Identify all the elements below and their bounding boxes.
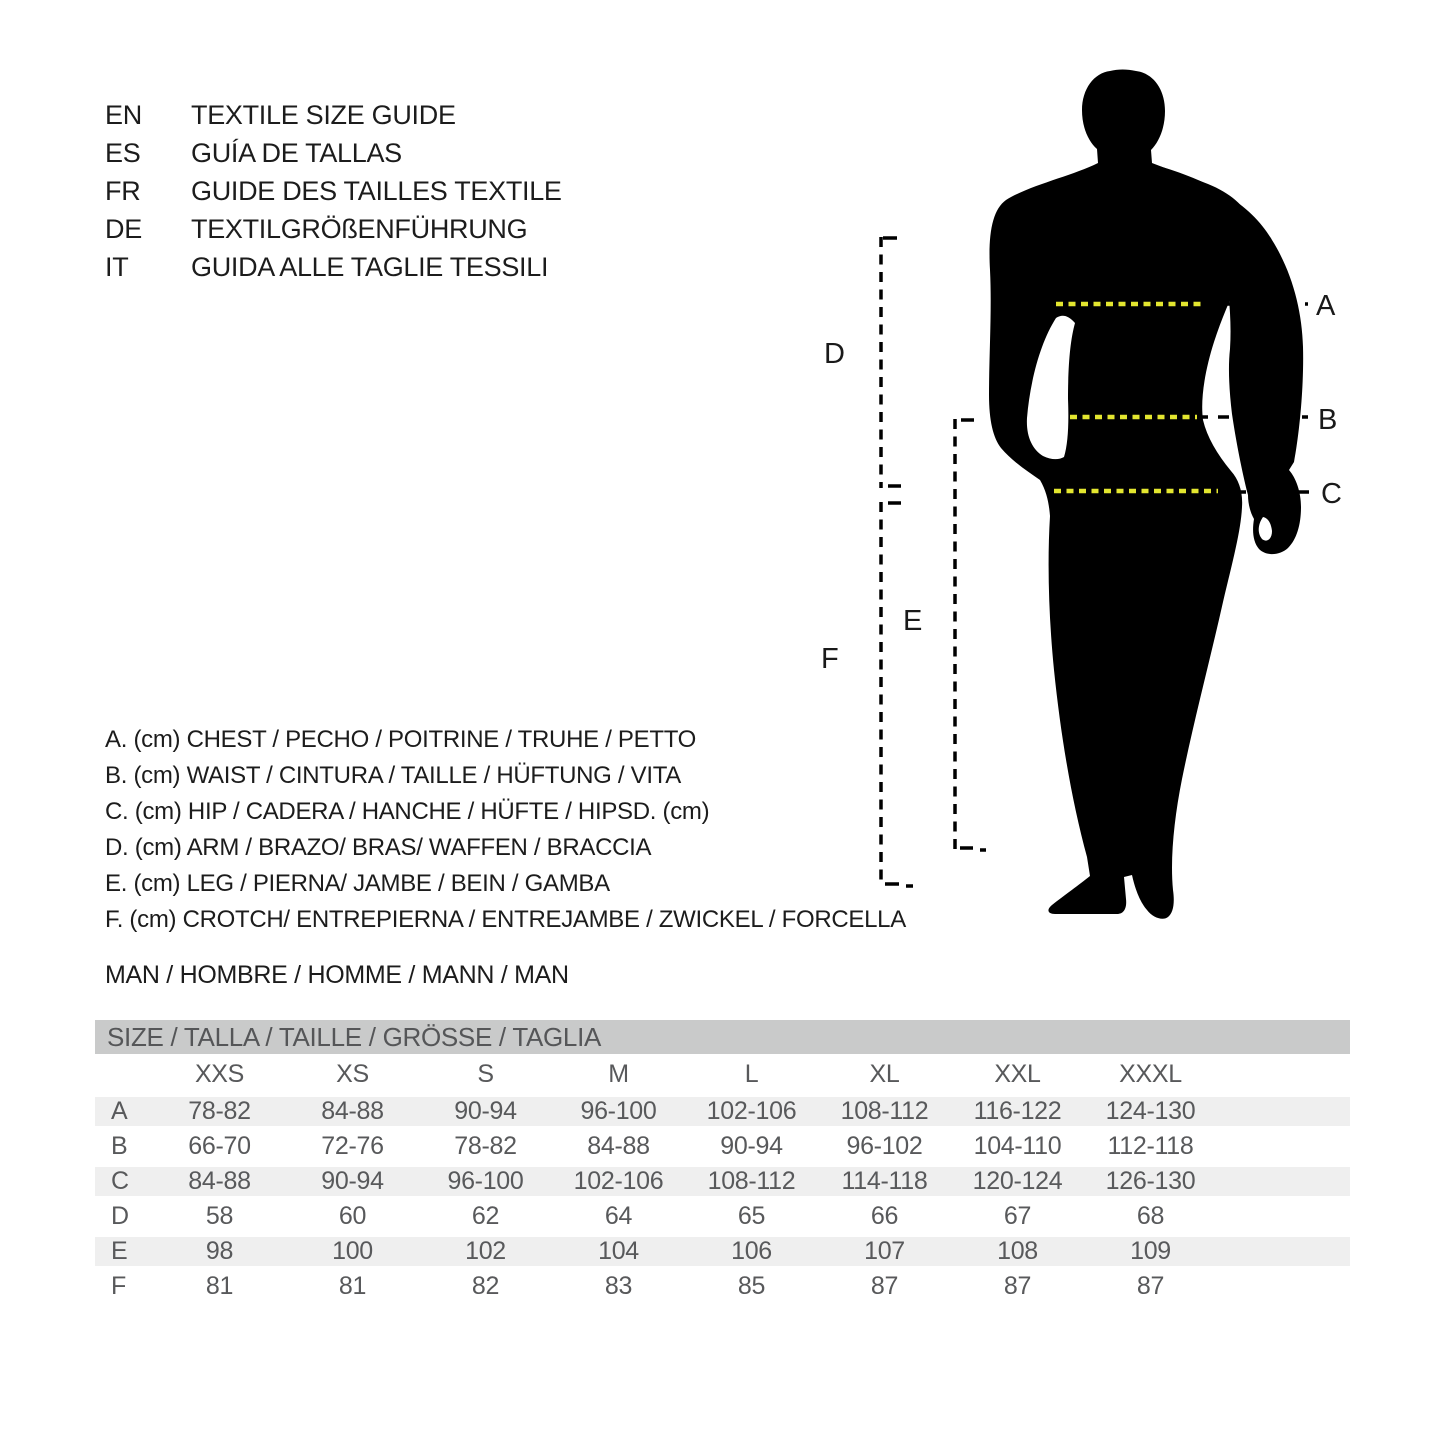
- row-label: D: [111, 1202, 129, 1230]
- table-cell: 81: [338, 1272, 367, 1300]
- language-row-it: [105, 248, 562, 286]
- size-header-row: [95, 1054, 1350, 1094]
- size-column-header: XXS: [194, 1059, 245, 1088]
- table-cell: 84-88: [321, 1097, 384, 1125]
- language-title: GUIDA ALLE TAGLIE TESSILI: [191, 252, 549, 282]
- table-cell: 96-100: [580, 1097, 657, 1125]
- language-code: ES: [105, 138, 141, 168]
- language-title: TEXTILE SIZE GUIDE: [191, 100, 456, 130]
- table-cell: 114-118: [841, 1167, 928, 1195]
- man-right-arm-shape: [1155, 165, 1303, 554]
- table-row: [95, 1199, 1350, 1234]
- table-cell: 82: [471, 1272, 500, 1300]
- table-cell: 120-124: [972, 1167, 1063, 1195]
- table-cell: 104: [598, 1237, 639, 1265]
- table-cell: 124-130: [1105, 1097, 1196, 1125]
- language-code: EN: [105, 100, 142, 130]
- size-column-header: XXXL: [1119, 1059, 1182, 1088]
- table-cell: 102-106: [573, 1167, 664, 1195]
- figure-label-b: B: [1318, 404, 1338, 436]
- table-cell: 98: [205, 1237, 234, 1265]
- table-cell: 107: [864, 1237, 905, 1265]
- man-body-shape: [989, 70, 1252, 919]
- table-cell: 116-122: [973, 1097, 1062, 1125]
- table-cell: 84-88: [188, 1167, 251, 1195]
- table-cell: 65: [737, 1202, 766, 1230]
- legend-line-e: E. (cm) LEG / PIERNA/ JAMBE / BEIN / GAMBA: [105, 870, 610, 897]
- table-row: [95, 1094, 1350, 1129]
- legend-line-a: A. (cm) CHEST / PECHO / POITRINE / TRUHE / PETTO: [105, 726, 697, 753]
- size-column-header: S: [477, 1059, 494, 1088]
- table-cell: 96-100: [447, 1167, 524, 1195]
- figure-label-e: E: [903, 605, 923, 637]
- language-code: IT: [105, 252, 129, 282]
- language-title: GUIDE DES TAILLES TEXTILE: [191, 176, 562, 206]
- row-label: E: [111, 1237, 128, 1265]
- row-label: B: [111, 1132, 128, 1160]
- language-code: FR: [105, 176, 141, 206]
- table-cell: 78-82: [188, 1097, 251, 1125]
- gender-label: MAN / HOMBRE / HOMME / MANN / MAN: [105, 961, 569, 989]
- language-row-de: [105, 210, 562, 248]
- table-cell: 72-76: [321, 1132, 384, 1160]
- figure-label-c: C: [1321, 478, 1342, 510]
- table-cell: 90-94: [720, 1132, 783, 1160]
- table-cell: 68: [1136, 1202, 1165, 1230]
- size-table-title: SIZE / TALLA / TAILLE / GRÖSSE / TAGLIA: [95, 1020, 1350, 1054]
- measurement-legend: [105, 722, 906, 938]
- table-cell: 87: [870, 1272, 899, 1300]
- table-cell: 109: [1130, 1237, 1171, 1265]
- table-cell: 108-112: [707, 1167, 796, 1195]
- size-column-header: XXL: [994, 1059, 1041, 1088]
- size-column-header: M: [608, 1059, 629, 1088]
- table-cell: 60: [338, 1202, 367, 1230]
- size-table: [95, 1020, 1350, 1304]
- language-title-list: [105, 96, 562, 286]
- man-silhouette: [989, 70, 1303, 919]
- figure-label-d: D: [824, 338, 845, 370]
- table-cell: 106: [731, 1237, 772, 1265]
- table-cell: 78-82: [454, 1132, 517, 1160]
- language-row-en: [105, 96, 562, 134]
- table-cell: 85: [737, 1272, 766, 1300]
- table-row: [95, 1164, 1350, 1199]
- figure-label-a: A: [1316, 290, 1336, 322]
- left-arm-gap: [1027, 316, 1075, 459]
- table-cell: 100: [332, 1237, 373, 1265]
- table-cell: 90-94: [321, 1167, 384, 1195]
- language-row-fr: [105, 172, 562, 210]
- legend-line-d: D. (cm) ARM / BRAZO/ BRAS/ WAFFEN / BRACCIA: [105, 834, 652, 861]
- legend-line-b: B. (cm) WAIST / CINTURA / TAILLE / HÜFTUNG / VITA: [105, 762, 682, 789]
- table-cell: 112-118: [1107, 1132, 1194, 1160]
- row-label: F: [111, 1272, 126, 1300]
- table-cell: 102-106: [706, 1097, 797, 1125]
- table-row: [95, 1234, 1350, 1269]
- size-column-header: XL: [869, 1059, 900, 1088]
- language-title: TEXTILGRÖßENFÜHRUNG: [191, 214, 528, 244]
- table-cell: 66-70: [188, 1132, 251, 1160]
- figure-label-f: F: [821, 643, 839, 675]
- table-cell: 66: [870, 1202, 899, 1230]
- table-cell: 102: [465, 1237, 506, 1265]
- table-cell: 104-110: [973, 1132, 1062, 1160]
- table-cell: 96-102: [846, 1132, 923, 1160]
- table-cell: 108: [997, 1237, 1038, 1265]
- row-label: A: [111, 1097, 128, 1125]
- leg-measure-line: [955, 419, 986, 850]
- hand-thumb-notch: [1259, 517, 1272, 541]
- language-code: DE: [105, 214, 142, 244]
- table-cell: 83: [604, 1272, 633, 1300]
- table-cell: 64: [604, 1202, 633, 1230]
- legend-line-c: C. (cm) HIP / CADERA / HANCHE / HÜFTE / HIPSD. (cm): [105, 798, 710, 825]
- table-cell: 81: [205, 1272, 234, 1300]
- table-cell: 108-112: [840, 1097, 929, 1125]
- table-cell: 90-94: [454, 1097, 517, 1125]
- table-row: [95, 1269, 1350, 1304]
- table-cell: 67: [1003, 1202, 1032, 1230]
- table-cell: 126-130: [1105, 1167, 1196, 1195]
- table-cell: 62: [471, 1202, 500, 1230]
- table-cell: 87: [1003, 1272, 1032, 1300]
- table-row: [95, 1129, 1350, 1164]
- size-column-header: XS: [336, 1059, 369, 1088]
- language-row-es: [105, 134, 562, 172]
- legend-line-f: F. (cm) CROTCH/ ENTREPIERNA / ENTREJAMBE / ZWICKEL / FORCELLA: [105, 906, 906, 933]
- row-label: C: [111, 1167, 129, 1195]
- table-cell: 87: [1136, 1272, 1165, 1300]
- table-cell: 84-88: [587, 1132, 650, 1160]
- table-cell: 58: [205, 1202, 234, 1230]
- size-column-header: L: [744, 1059, 759, 1088]
- language-title: GUÍA DE TALLAS: [191, 138, 402, 168]
- arm-measure-line: [881, 237, 901, 488]
